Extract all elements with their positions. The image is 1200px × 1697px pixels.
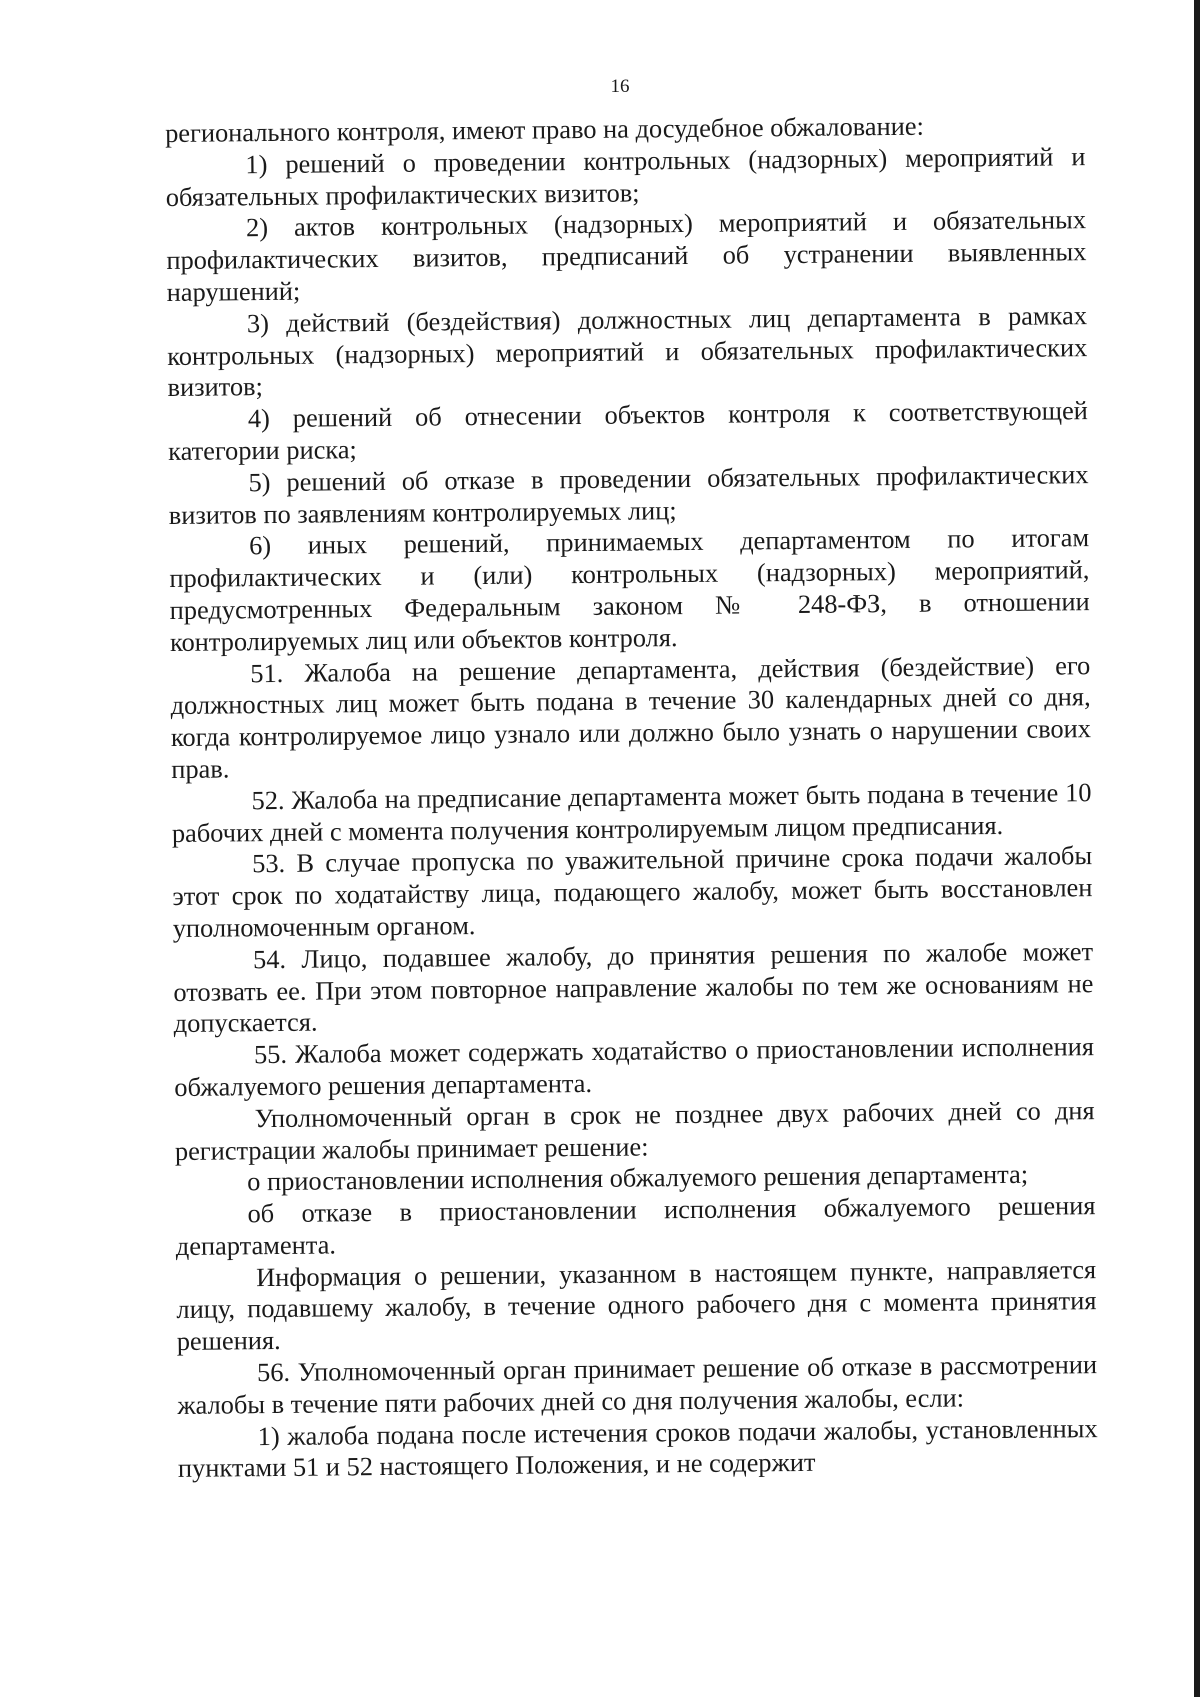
clause-53: 53. В случае пропуска по уважительной причине срока подачи жалобы этот срок по ходатайству лица, подающего жалобу, может быть восстановлен уполномоченным органом. — [172, 840, 1093, 943]
paragraph: Уполномоченный орган в срок не позднее двух рабочих дней со дня регистрации жалобы принимает решение: — [174, 1094, 1095, 1166]
list-item-2: 2) актов контрольных (надзорных) мероприятий и обязательных профилактических визитов, предписаний об устранении выявленных нарушений; — [166, 204, 1087, 307]
clause-55: 55. Жалоба может содержать ходатайство о приостановлении исполнения обжалуемого решения департамента. — [174, 1031, 1095, 1102]
paragraph: Информация о решении, указанном в настоящем пункте, направляется лицу, подавшему жалобу, в течение одного рабочего дня с момента принятия решения. — [176, 1253, 1097, 1357]
list-item-4: 4) решений об отнесении объектов контроля к соответствующей категории риска; — [168, 395, 1088, 466]
clause-54: 54. Лицо, подавшее жалобу, до принятия решения по жалобе может отозвать ее. При этом повторное направление жалобы по тем же основаниям не допускается. — [173, 935, 1094, 1039]
scan-edge — [1194, 0, 1200, 1697]
document-body — [165, 109, 1098, 1485]
paragraph: о приостановлении исполнения обжалуемого решения департамента; — [247, 1159, 1029, 1197]
clause-56: 56. Уполномоченный орган принимает решение об отказе в рассмотрении жалобы в течение пяти рабочих дней со дня получения жалобы, если: — [177, 1349, 1098, 1420]
list-item-1: 1) жалоба подана после истечения сроков подачи жалобы, установленных пунктами 51 и 52 настоящего Положения, и не содержит — [177, 1412, 1098, 1484]
clause-52: 52. Жалоба на предписание департамента может быть подана в течение 10 рабочих дней с момента получения контролируемым лицом предписания. — [171, 776, 1092, 848]
paragraph: об отказе в приостановлении исполнения обжалуемого решения департамента. — [175, 1190, 1096, 1261]
clause-51: 51. Жалоба на решение департамента, действия (бездействие) его должностных лиц может быть подана в течение 30 календарных дней со дня, когда контролируемое лицо узнало или должно было узнать о нарушении своих прав. — [170, 649, 1092, 784]
page-number: 16 — [610, 76, 630, 97]
paragraph: регионального контроля, имеют право на досудебное обжалование: — [165, 110, 924, 148]
list-item-6: 6) иных решений, принимаемых департаментом по итогам профилактических и (или) контрольных (надзорных) мероприятий, предусмотренных Федеральным законом № 248-ФЗ, в отношении контролируемых лиц или объектов контроля. — [169, 522, 1090, 657]
list-item-5: 5) решений об отказе в проведении обязательных профилактических визитов по заявлениям контролируемых лиц; — [168, 458, 1089, 530]
list-item-3: 3) действий (бездействия) должностных лиц департамента в рамках контрольных (надзорных) мероприятий и обязательных профилактических визитов; — [167, 299, 1088, 403]
list-item-1: 1) решений о проведении контрольных (надзорных) мероприятий и обязательных профилактических визитов; — [165, 140, 1086, 212]
